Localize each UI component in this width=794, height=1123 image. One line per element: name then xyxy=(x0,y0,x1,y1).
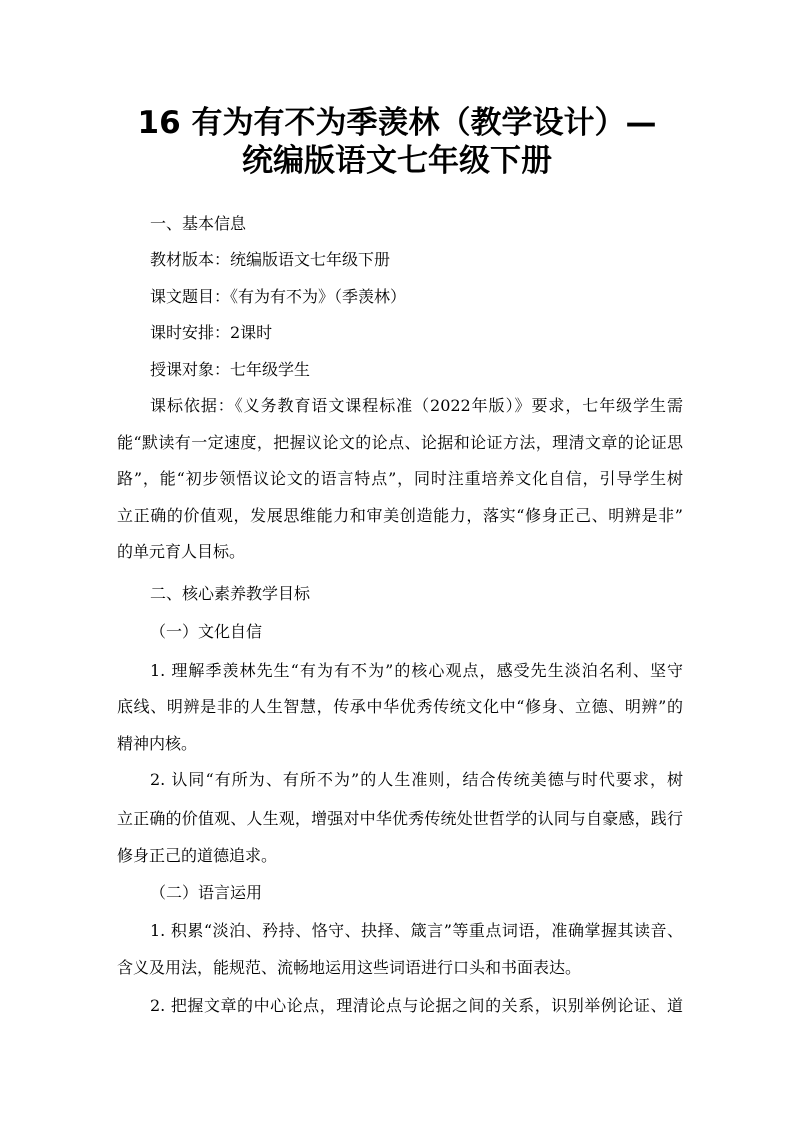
lesson-title: 课文题目：《有为有不为》（季羡林） xyxy=(150,287,407,306)
cultural-item-1-line-1: 1. 理解季羡林先生“有为有不为”的核心观点，感受先生淡泊名利、坚守 xyxy=(150,661,683,680)
standard-line-5: 的单元育人目标。 xyxy=(117,542,246,561)
document-title-line-2: 统编版语文七年级下册 xyxy=(242,143,552,179)
subheading-language-use: （二）语言运用 xyxy=(150,883,263,902)
cultural-item-1-line-3: 精神内核。 xyxy=(117,734,198,753)
section-heading-basic-info: 一、基本信息 xyxy=(150,214,247,233)
class-hours: 课时安排：2课时 xyxy=(150,323,273,342)
cultural-item-2-line-3: 修身正己的道德追求。 xyxy=(117,846,278,865)
language-item-1-line-1: 1. 积累“淡泊、矜持、恪守、抉择、箴言”等重点词语，准确掌握其读音、 xyxy=(150,921,683,940)
standard-line-1: 课标依据：《义务教育语文课程标准（2022年版）》要求，七年级学生需 xyxy=(150,396,683,415)
standard-line-4: 立正确的价值观，发展思维能力和审美创造能力，落实“修身正己、明辨是非” xyxy=(117,506,683,525)
language-item-1-line-2: 含义及用法，能规范、流畅地运用这些词语进行口头和书面表达。 xyxy=(117,958,582,977)
subheading-cultural-confidence: （一）文化自信 xyxy=(150,622,263,641)
cultural-item-1-line-2: 底线、明辨是非的人生智慧，传承中华优秀传统文化中“修身、立德、明辨”的 xyxy=(117,697,683,716)
cultural-item-2-line-1: 2. 认同“有所为、有所不为”的人生准则，结合传统美德与时代要求，树 xyxy=(150,770,683,789)
cultural-item-2-line-2: 立正确的价值观、人生观，增强对中华优秀传统处世哲学的认同与自豪感，践行 xyxy=(117,809,683,828)
standard-line-2: 能“默读有一定速度，把握议论文的论点、论据和论证方法，理清文章的论证思 xyxy=(117,433,683,452)
section-heading-core-goals: 二、核心素养教学目标 xyxy=(150,584,311,603)
language-item-2-line-1: 2. 把握文章的中心论点，理清论点与论据之间的关系，识别举例论证、道 xyxy=(150,996,683,1015)
document-title-line-1: 16 有为有不为季羡林（教学设计）— xyxy=(137,105,657,141)
standard-line-3: 路”，能“初步领悟议论文的语言特点”，同时注重培养文化自信，引导学生树 xyxy=(117,469,683,488)
audience: 授课对象：七年级学生 xyxy=(150,360,311,379)
textbook-version: 教材版本：统编版语文七年级下册 xyxy=(150,250,391,269)
